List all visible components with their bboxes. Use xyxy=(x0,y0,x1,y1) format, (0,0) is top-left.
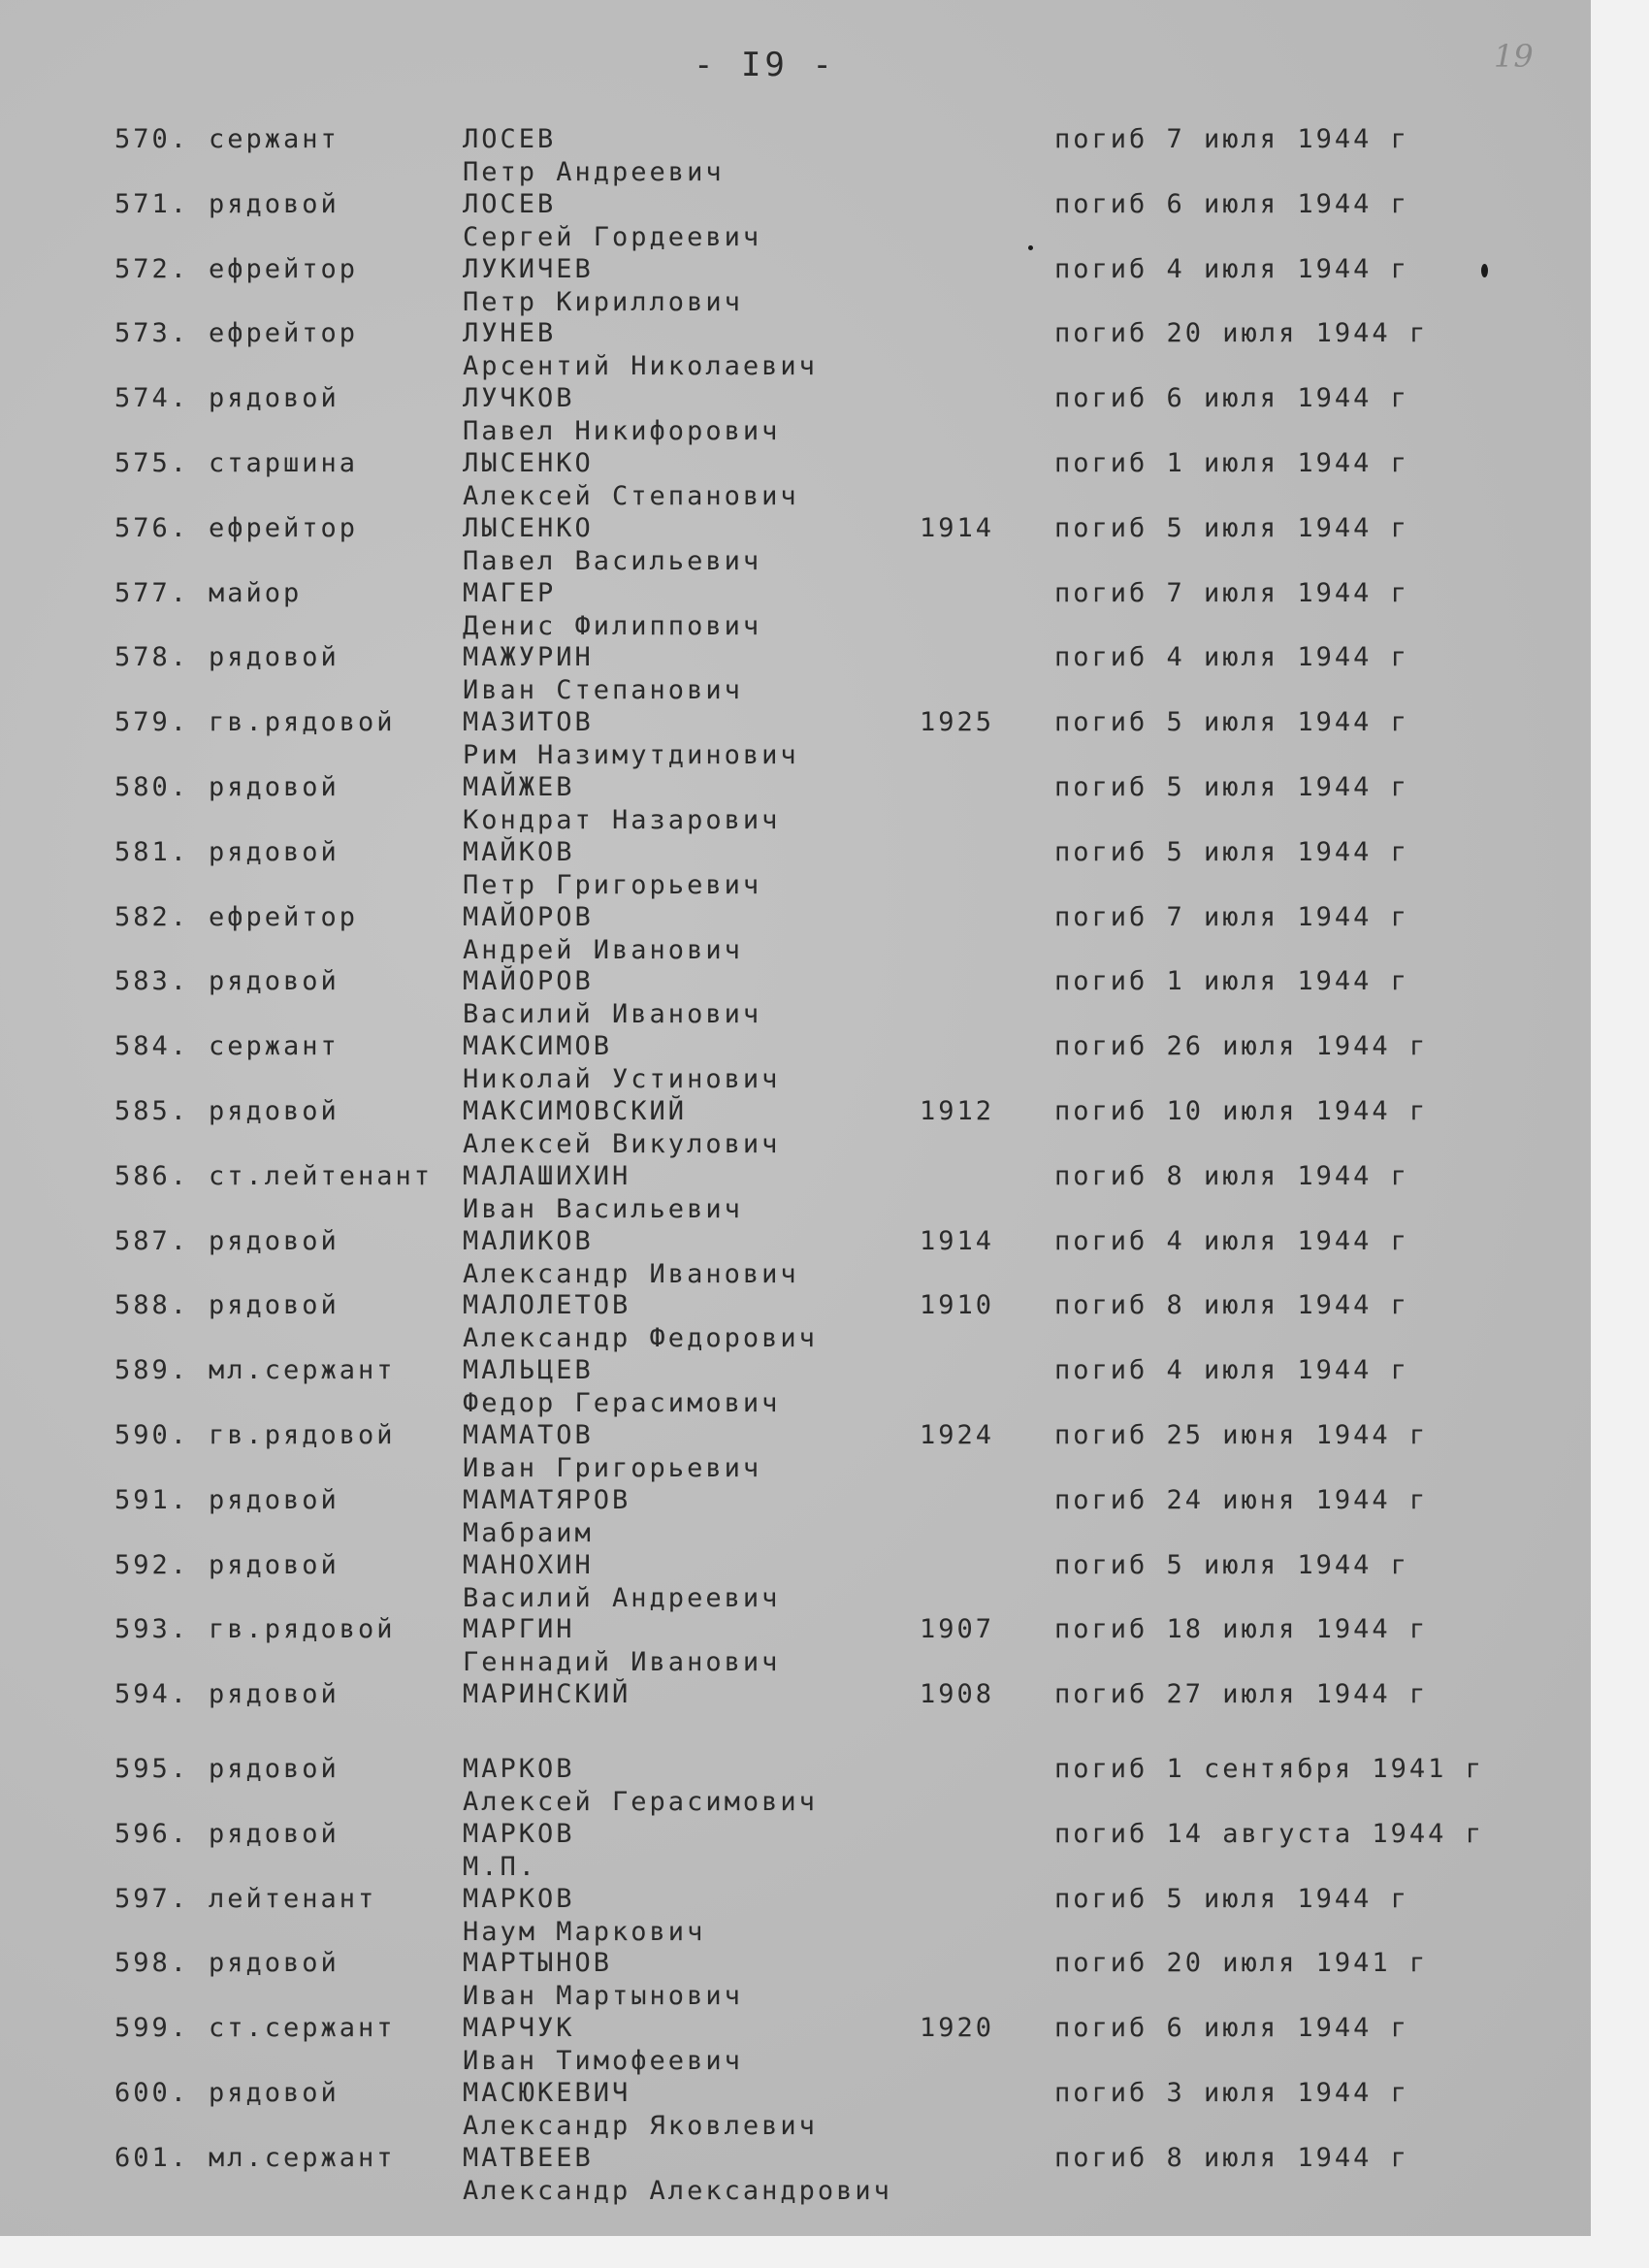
entry-fate: погиб 4 июля 1944 г xyxy=(1054,1226,1409,1256)
entry-fate: погиб 8 июля 1944 г xyxy=(1054,2143,1409,2173)
entry-surname: ЛОСЕВ xyxy=(463,189,557,219)
entry-number: 575. xyxy=(114,448,190,478)
entry-given-name: Иван Степанович xyxy=(463,675,743,705)
entry-surname: МАРТЫНОВ xyxy=(463,1948,613,1978)
entry-given-name: Василий Иванович xyxy=(463,999,762,1029)
entry-rank: рядовой xyxy=(209,1485,340,1515)
entry-surname: МАГЕР xyxy=(463,578,557,608)
entry-number: 591. xyxy=(114,1485,190,1515)
entry-rank: рядовой xyxy=(209,383,340,413)
entry-birth-year: 1920 xyxy=(920,2013,995,2043)
entry-birth-year: 1924 xyxy=(920,1420,995,1450)
entry-rank: ст.лейтенант xyxy=(209,1161,434,1191)
entry-surname: МАЛОЛЕТОВ xyxy=(463,1290,631,1320)
entry-number: 580. xyxy=(114,772,190,802)
entry-fate: погиб 6 июля 1944 г xyxy=(1054,383,1409,413)
entry-rank: рядовой xyxy=(209,837,340,867)
entry-number: 583. xyxy=(114,966,190,996)
entry-birth-year: 1925 xyxy=(920,707,995,737)
entry-surname: МАРКОВ xyxy=(463,1754,575,1784)
entry-number: 577. xyxy=(114,578,190,608)
entry-given-name: Иван Григорьевич xyxy=(463,1453,762,1483)
entry-given-name: Алексей Викулович xyxy=(463,1129,781,1159)
entry-given-name: Александр Александрович xyxy=(463,2176,892,2206)
entry-rank: рядовой xyxy=(209,1550,340,1580)
entry-rank: гв.рядовой xyxy=(209,1614,396,1644)
entry-fate: погиб 4 июля 1944 г xyxy=(1054,254,1409,284)
entry-fate: погиб 1 июля 1944 г xyxy=(1054,966,1409,996)
entry-fate: погиб 10 июля 1944 г xyxy=(1054,1096,1429,1126)
entry-given-name: Петр Андреевич xyxy=(463,157,725,187)
entry-rank: гв.рядовой xyxy=(209,1420,396,1450)
entry-surname: МАРГИН xyxy=(463,1614,575,1644)
entry-surname: ЛОСЕВ xyxy=(463,124,557,154)
entry-given-name: Иван Мартынович xyxy=(463,1981,743,2011)
ink-speck xyxy=(1028,245,1033,250)
entry-surname: МАЙОРОВ xyxy=(463,966,594,996)
entry-fate: погиб 5 июля 1944 г xyxy=(1054,837,1409,867)
entry-rank: рядовой xyxy=(209,966,340,996)
entry-rank: рядовой xyxy=(209,1096,340,1126)
entry-fate: погиб 27 июля 1944 г xyxy=(1054,1679,1429,1709)
entry-rank: лейтенант xyxy=(209,1884,377,1914)
entry-given-name: Геннадий Иванович xyxy=(463,1647,781,1677)
entry-fate: погиб 1 июля 1944 г xyxy=(1054,448,1409,478)
entry-rank: ефрейтор xyxy=(209,902,359,932)
ink-speck xyxy=(1481,264,1488,277)
entry-given-name: Павел Васильевич xyxy=(463,546,762,576)
entry-rank: рядовой xyxy=(209,1679,340,1709)
entry-birth-year: 1914 xyxy=(920,1226,995,1256)
entry-given-name: Петр Кириллович xyxy=(463,287,743,317)
entry-rank: мл.сержант xyxy=(209,2143,396,2173)
entry-given-name: Рим Назимутдинович xyxy=(463,740,799,770)
entry-rank: гв.рядовой xyxy=(209,707,396,737)
entry-surname: МАРИНСКИЙ xyxy=(463,1679,631,1709)
entry-surname: МАРКОВ xyxy=(463,1819,575,1849)
entry-number: 595. xyxy=(114,1754,190,1784)
entry-number: 570. xyxy=(114,124,190,154)
entry-number: 594. xyxy=(114,1679,190,1709)
entry-rank: рядовой xyxy=(209,189,340,219)
entry-rank: рядовой xyxy=(209,1226,340,1256)
entry-given-name: Александр Федорович xyxy=(463,1323,818,1353)
entry-rank: рядовой xyxy=(209,1819,340,1849)
entry-fate: погиб 5 июля 1944 г xyxy=(1054,1884,1409,1914)
entry-number: 586. xyxy=(114,1161,190,1191)
entry-rank: сержант xyxy=(209,124,340,154)
entry-number: 596. xyxy=(114,1819,190,1849)
entry-rank: ефрейтор xyxy=(209,318,359,348)
entry-rank: старшина xyxy=(209,448,359,478)
entry-birth-year: 1910 xyxy=(920,1290,995,1320)
entry-surname: МАЙОРОВ xyxy=(463,902,594,932)
entry-fate: погиб 5 июля 1944 г xyxy=(1054,772,1409,802)
entry-surname: МАЛАШИХИН xyxy=(463,1161,631,1191)
entry-surname: МАЛЬЦЕВ xyxy=(463,1355,594,1385)
entry-given-name: Андрей Иванович xyxy=(463,935,743,965)
entry-fate: погиб 4 июля 1944 г xyxy=(1054,642,1409,672)
entry-fate: погиб 5 июля 1944 г xyxy=(1054,1550,1409,1580)
scan-margin-bottom xyxy=(0,2236,1649,2268)
entry-fate: погиб 18 июля 1944 г xyxy=(1054,1614,1429,1644)
entry-number: 572. xyxy=(114,254,190,284)
entry-fate: погиб 7 июля 1944 г xyxy=(1054,902,1409,932)
entry-rank: ст.сержант xyxy=(209,2013,396,2043)
entry-fate: погиб 14 августа 1944 г xyxy=(1054,1819,1484,1849)
entry-number: 578. xyxy=(114,642,190,672)
entry-surname: МАЖУРИН xyxy=(463,642,594,672)
entry-given-name: Денис Филиппович xyxy=(463,611,762,641)
entry-birth-year: 1908 xyxy=(920,1679,995,1709)
entry-fate: погиб 26 июля 1944 г xyxy=(1054,1031,1429,1061)
page-number: - I9 - xyxy=(694,46,836,84)
entry-number: 573. xyxy=(114,318,190,348)
entry-birth-year: 1912 xyxy=(920,1096,995,1126)
entry-surname: МАКСИМОВ xyxy=(463,1031,613,1061)
handwritten-page-number: 19 xyxy=(1494,38,1534,75)
entry-fate: погиб 7 июля 1944 г xyxy=(1054,578,1409,608)
entry-given-name: М.П. xyxy=(463,1852,538,1882)
entry-fate: погиб 24 июня 1944 г xyxy=(1054,1485,1429,1515)
entry-given-name: Иван Тимофеевич xyxy=(463,2046,743,2076)
entry-number: 584. xyxy=(114,1031,190,1061)
entry-given-name: Иван Васильевич xyxy=(463,1194,743,1224)
entry-surname: ЛЫСЕНКО xyxy=(463,448,594,478)
entry-surname: МАМАТЯРОВ xyxy=(463,1485,631,1515)
entry-surname: МАМАТОВ xyxy=(463,1420,594,1450)
entry-fate: погиб 8 июля 1944 г xyxy=(1054,1161,1409,1191)
entry-given-name: Сергей Гордеевич xyxy=(463,222,762,252)
entry-number: 597. xyxy=(114,1884,190,1914)
entry-surname: МАЛИКОВ xyxy=(463,1226,594,1256)
entry-fate: погиб 4 июля 1944 г xyxy=(1054,1355,1409,1385)
entry-rank: ефрейтор xyxy=(209,513,359,543)
entry-fate: погиб 1 сентября 1941 г xyxy=(1054,1754,1484,1784)
entry-number: 589. xyxy=(114,1355,190,1385)
entry-surname: МАЙКОВ xyxy=(463,837,575,867)
entry-birth-year: 1907 xyxy=(920,1614,995,1644)
scan-margin-right xyxy=(1591,0,1649,2268)
entry-surname: МАНОХИН xyxy=(463,1550,594,1580)
entry-surname: МАРКОВ xyxy=(463,1884,575,1914)
entry-surname: ЛЫСЕНКО xyxy=(463,513,594,543)
entry-fate: погиб 3 июля 1944 г xyxy=(1054,2078,1409,2108)
entry-fate: погиб 7 июля 1944 г xyxy=(1054,124,1409,154)
entry-fate: погиб 8 июля 1944 г xyxy=(1054,1290,1409,1320)
entry-surname: ЛУКИЧЕВ xyxy=(463,254,594,284)
entry-surname: ЛУНЕВ xyxy=(463,318,557,348)
entry-given-name: Федор Герасимович xyxy=(463,1388,781,1418)
entry-rank: майор xyxy=(209,578,303,608)
entry-given-name: Мабраим xyxy=(463,1518,594,1548)
entry-surname: МАРЧУК xyxy=(463,2013,575,2043)
entry-number: 590. xyxy=(114,1420,190,1450)
entry-fate: погиб 25 июня 1944 г xyxy=(1054,1420,1429,1450)
entry-given-name: Павел Никифорович xyxy=(463,416,781,446)
entry-number: 599. xyxy=(114,2013,190,2043)
entry-surname: МАТВЕЕВ xyxy=(463,2143,594,2173)
entry-rank: рядовой xyxy=(209,772,340,802)
entry-fate: погиб 20 июля 1944 г xyxy=(1054,318,1429,348)
entry-fate: погиб 5 июля 1944 г xyxy=(1054,707,1409,737)
entry-given-name: Арсентий Николаевич xyxy=(463,351,818,381)
entry-number: 582. xyxy=(114,902,190,932)
entry-given-name: Кондрат Назарович xyxy=(463,805,781,835)
entry-number: 598. xyxy=(114,1948,190,1978)
entry-number: 588. xyxy=(114,1290,190,1320)
entry-number: 576. xyxy=(114,513,190,543)
entry-surname: МАЙЖЕВ xyxy=(463,772,575,802)
entry-number: 581. xyxy=(114,837,190,867)
entry-given-name: Алексей Герасимович xyxy=(463,1787,818,1817)
entry-rank: рядовой xyxy=(209,642,340,672)
entry-given-name: Николай Устинович xyxy=(463,1064,781,1094)
entry-given-name: Наум Маркович xyxy=(463,1917,706,1947)
entry-surname: МАКСИМОВСКИЙ xyxy=(463,1096,688,1126)
entry-number: 585. xyxy=(114,1096,190,1126)
entry-birth-year: 1914 xyxy=(920,513,995,543)
entry-surname: МАЗИТОВ xyxy=(463,707,594,737)
entry-fate: погиб 6 июля 1944 г xyxy=(1054,189,1409,219)
entry-number: 600. xyxy=(114,2078,190,2108)
entry-rank: ефрейтор xyxy=(209,254,359,284)
entry-rank: рядовой xyxy=(209,1290,340,1320)
entry-given-name: Петр Григорьевич xyxy=(463,870,762,900)
entry-surname: ЛУЧКОВ xyxy=(463,383,575,413)
entry-number: 587. xyxy=(114,1226,190,1256)
entry-number: 601. xyxy=(114,2143,190,2173)
entry-fate: погиб 6 июля 1944 г xyxy=(1054,2013,1409,2043)
entry-fate: погиб 20 июля 1941 г xyxy=(1054,1948,1429,1978)
entry-rank: мл.сержант xyxy=(209,1355,396,1385)
entry-rank: рядовой xyxy=(209,1754,340,1784)
entry-given-name: Александр Иванович xyxy=(463,1259,799,1289)
entry-rank: рядовой xyxy=(209,2078,340,2108)
entry-number: 579. xyxy=(114,707,190,737)
entry-number: 593. xyxy=(114,1614,190,1644)
entry-given-name: Алексей Степанович xyxy=(463,481,799,511)
entry-given-name: Василий Андреевич xyxy=(463,1583,781,1613)
entry-surname: МАСЮКЕВИЧ xyxy=(463,2078,631,2108)
entry-rank: сержант xyxy=(209,1031,340,1061)
entry-fate: погиб 5 июля 1944 г xyxy=(1054,513,1409,543)
entry-rank: рядовой xyxy=(209,1948,340,1978)
entry-number: 592. xyxy=(114,1550,190,1580)
entry-number: 571. xyxy=(114,189,190,219)
entry-number: 574. xyxy=(114,383,190,413)
entry-given-name: Александр Яковлевич xyxy=(463,2111,818,2141)
